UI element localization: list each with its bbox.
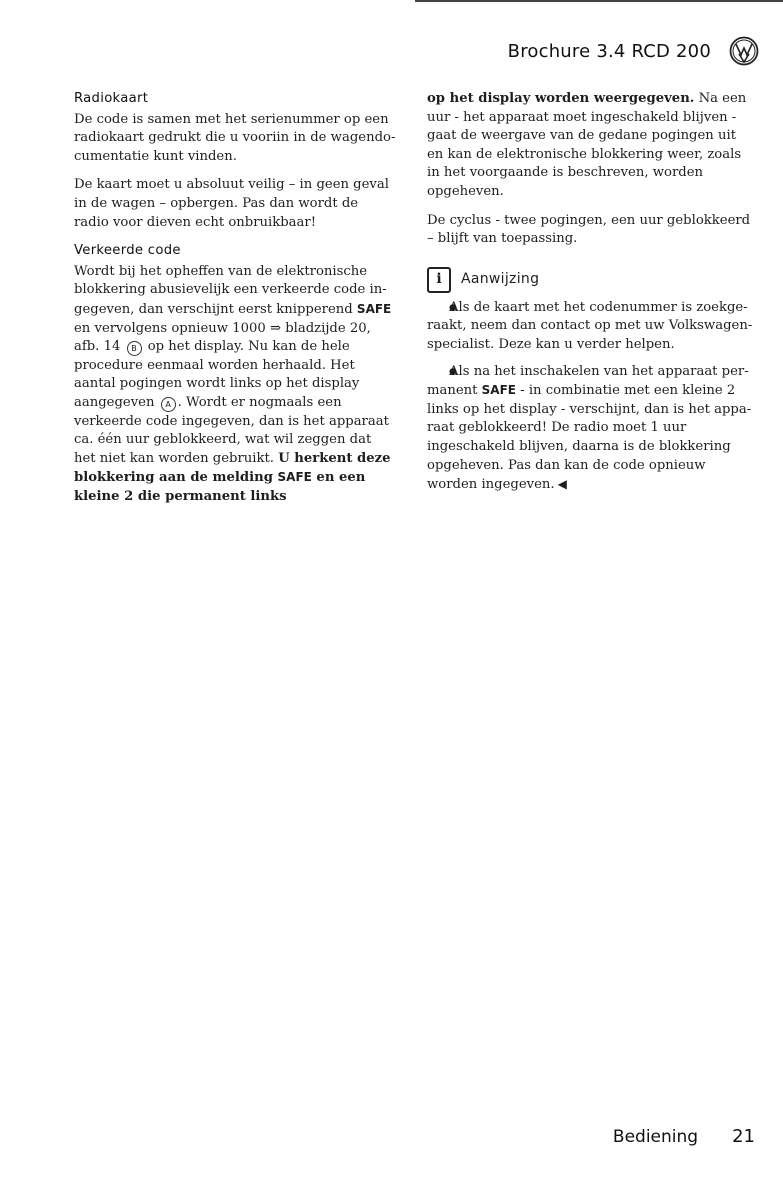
note-bullet: ● Als de kaart met het codenummer is zoekgeraakt, neem dan contact op met uw Volkswagen-specialist. Deze kan u verder helpen. xyxy=(427,299,753,355)
header-title: Brochure 3.4 RCD 200 xyxy=(507,40,711,62)
page-number: 21 xyxy=(732,1126,755,1147)
display-text-safe: SAFE xyxy=(356,301,392,316)
vw-logo-icon xyxy=(729,36,759,66)
page-footer xyxy=(613,1126,755,1147)
end-of-section-icon: ◀ xyxy=(557,477,567,492)
callout-b-icon: B xyxy=(127,341,142,356)
display-text-safe: SAFE xyxy=(277,470,312,485)
page-header xyxy=(508,36,759,66)
footer-section-title: Bediening xyxy=(612,1127,699,1147)
paragraph-continued: op het display worden weergegeven. Na een uur - het apparaat moet ingeschakeld blijven - gaat de weergave van de gedane pogingen uit en kan de elektronische blokkering weer, zoals in het voorgaande is beschreven, worden opgeheven. xyxy=(427,91,747,199)
note-heading xyxy=(427,267,753,293)
paragraph: De cyclus - twee pogingen, een uur geblokkeerd – blijft van toepassing. xyxy=(427,212,751,247)
paragraph: De kaart moet u absoluut veilig – in geen geval in de wagen – opbergen. Pas dan wordt de radio voor dieven echt onbruikbaar! xyxy=(74,177,389,230)
paragraph-verkeerde-code: Wordt bij het opheffen van de elektronische blokkering abusievelijk een verkeerde code ingegeven, dan verschijnt eerst knipperend SAFE en vervolgens opnieuw 1000 ⇒ bladzijde 20, afb. 14 B op het display. Nu kan de hele procedure eenmaal worden herhaald. Het aantal pogingen wordt links op het display aangegeven A . Wordt er nogmaals een verkeerde code ingegeven, dan is het apparaat ca. één uur geblokkeerd, wat wil zeggen dat het niet kan worden gebruikt. U herkent deze blokkering aan de melding SAFE en een kleine 2 die permanent links xyxy=(74,263,392,504)
display-text-safe: SAFE xyxy=(481,383,516,398)
right-column xyxy=(427,90,753,503)
header-rule xyxy=(415,0,783,2)
info-icon: i xyxy=(427,267,451,293)
callout-a-icon: A xyxy=(161,397,176,412)
left-column xyxy=(74,90,396,516)
note-title: Aanwijzing xyxy=(461,271,540,288)
section-heading-verkeerde-code: Verkeerde code xyxy=(74,243,181,259)
section-heading-radiokaart: Radiokaart xyxy=(74,91,149,106)
note-bullet: ● Als na het inschakelen van het apparaat permanent SAFE - in combinatie met een kleine 2 links op het display - verschijnt, dan is het apparaat geblokkeerd! De radio moet 1 uur ingeschakeld blijven, daarna is de blokkering opgeheven. Pas dan kan de code opnieuw worden ingegeven. ◀ xyxy=(427,363,753,495)
paragraph: De code is samen met het serienummer op een radiokaart gedrukt die u vooriin in de wagendocumentatie kunt vinden. xyxy=(74,111,396,164)
